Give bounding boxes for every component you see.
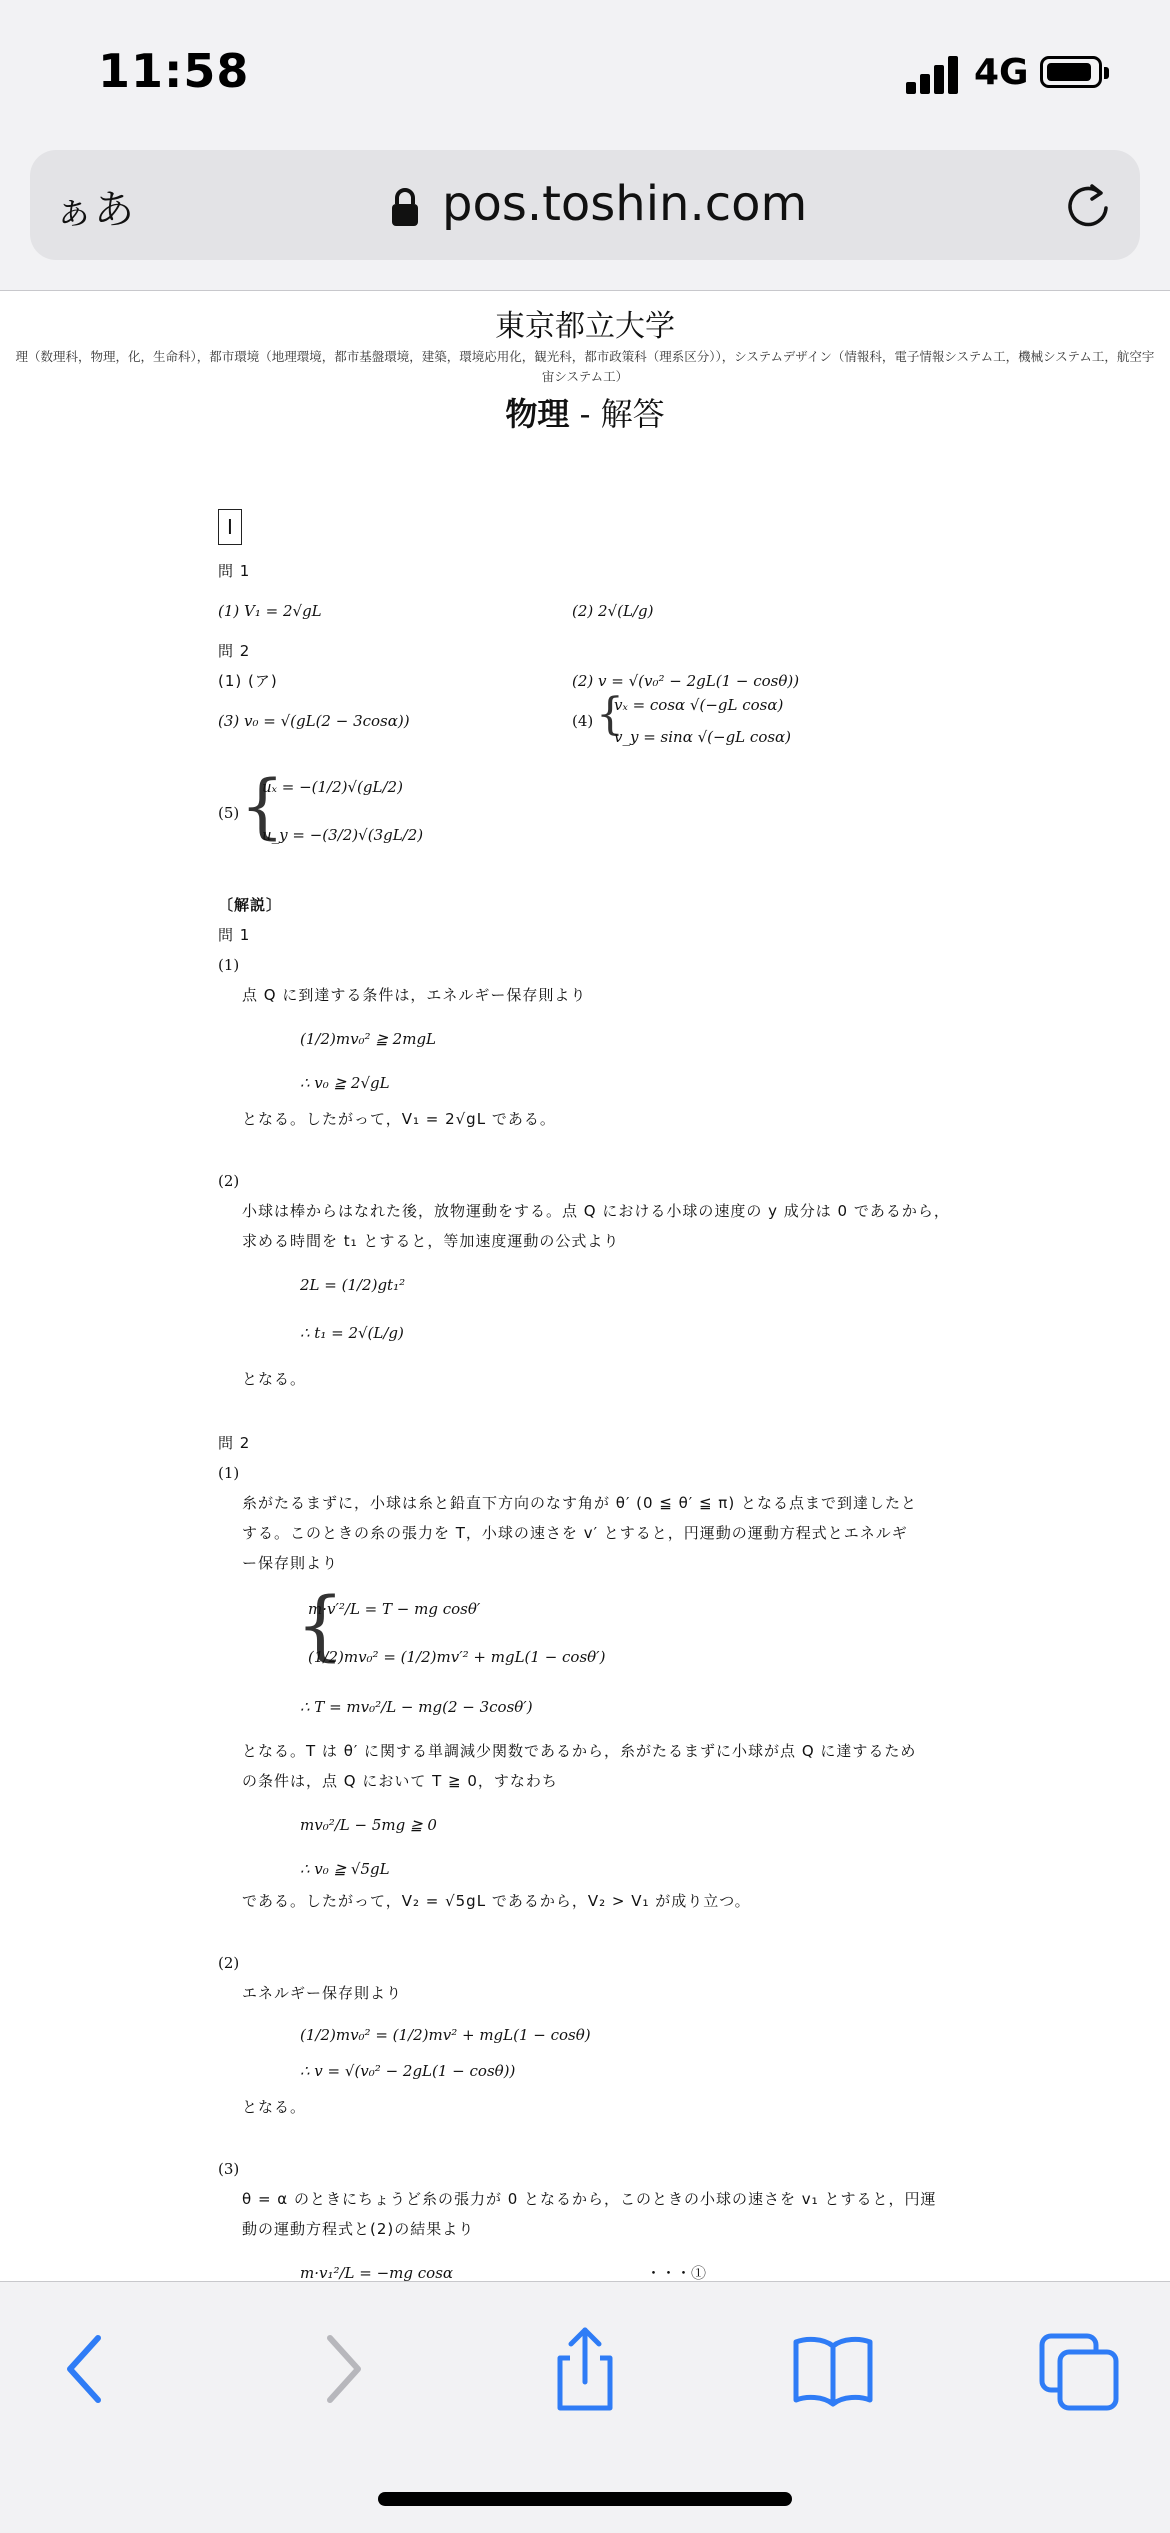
home-indicator[interactable]: [378, 2492, 792, 2506]
explain-q2-3-label: (3): [218, 2160, 240, 2178]
answer-q2-2: (2) v = √(v₀² − 2gL(1 − cosθ)): [572, 672, 800, 690]
explain-q2-1-text1: 糸がたるまずに，小球は糸と鉛直下方向のなす角が θ′ (0 ≦ θ′ ≦ π) となる点まで到達したと: [242, 1494, 917, 1512]
explain-q1-2-text2: 求める時間を t₁ とすると，等加速度運動の公式より: [242, 1232, 620, 1250]
address-bar[interactable]: [30, 150, 1140, 260]
brace-q2-4: {: [596, 689, 624, 740]
explain-q2-2-text1: エネルギー保存則より: [242, 1984, 403, 2002]
bookmarks-icon[interactable]: [788, 2324, 878, 2414]
explain-q1-2-text1: 小球は棒からはなれた後，放物運動をする。点 Q における小球の速度の y 成分は 0 であるから，: [242, 1202, 950, 1220]
answer-q2-5-label: (5): [218, 804, 240, 822]
explain-q1-2-text3: となる。: [242, 1370, 307, 1388]
reader-aa-button[interactable]: ぁあ: [54, 187, 134, 233]
heading-q2: 問 2: [218, 642, 251, 660]
reload-icon[interactable]: [1062, 180, 1114, 232]
browser-toolbar: [0, 2281, 1170, 2533]
answer-q2-3: (3) v₀ = √(gL(2 − 3cosα)): [218, 712, 410, 730]
explain-q2-1-eq3: ∴ T = mv₀²/L − mg(2 − 3cosθ′): [300, 1698, 533, 1716]
back-icon[interactable]: [42, 2324, 132, 2414]
explain-q2-1-text2: する。このときの糸の張力を T，小球の速さを v′ とすると，円運動の運動方程式とエネルギ: [242, 1524, 908, 1542]
explain-q2-3-text2: 動の運動方程式と(2)の結果より: [242, 2220, 475, 2238]
signal-icon: [906, 54, 960, 94]
explain-q2-3-text1: θ = α のときにちょうど糸の張力が 0 となるから，このときの小球の速さを v₁ とすると，円運: [242, 2190, 937, 2208]
explain-q2-3-eq1-tag: ・・・①: [646, 2264, 707, 2281]
subject-title: [0, 389, 1170, 435]
answer-q2-4-label: (4): [572, 712, 594, 730]
explain-q1-2-eq1: 2L = (1/2)gt₁²: [300, 1276, 406, 1294]
brace-q2-1: {: [296, 1580, 345, 1669]
network-type: 4G: [974, 52, 1029, 93]
answer-q1-2: (2) 2√(L/g): [572, 602, 654, 620]
document-page[interactable]: [0, 291, 1170, 2281]
explain-q2-1-eq5: ∴ v₀ ≧ √5gL: [300, 1860, 390, 1878]
status-bar: [0, 0, 1170, 140]
subject-name: 物理: [505, 395, 570, 433]
explain-heading-q1: 問 1: [218, 926, 251, 944]
explain-q1-2-label: (2): [218, 1172, 240, 1190]
answer-q2-5a: uₓ = −(1/2)√(gL/2): [262, 778, 403, 796]
explain-q2-1-eq2: (1/2)mv₀² = (1/2)mv′² + mgL(1 − cosθ′): [308, 1648, 606, 1666]
answer-q1-1: (1) V₁ = 2√gL: [218, 602, 322, 620]
explain-q1-2-eq2: ∴ t₁ = 2√(L/g): [300, 1324, 404, 1342]
clock: 11:58: [98, 44, 250, 98]
explain-q2-2-eq1: (1/2)mv₀² = (1/2)mv² + mgL(1 − cosθ): [300, 2026, 591, 2044]
explain-q2-1-label: (1): [218, 1464, 240, 1482]
explain-q1-1-eq1: (1/2)mv₀² ≧ 2mgL: [300, 1030, 437, 1048]
share-icon[interactable]: [540, 2324, 630, 2414]
explain-q1-1-eq2: ∴ v₀ ≧ 2√gL: [300, 1074, 390, 1092]
answer-q2-5b: u_y = −(3/2)√(3gL/2): [262, 826, 424, 844]
section-marker: I: [218, 509, 242, 545]
forward-icon[interactable]: [296, 2324, 386, 2414]
explain-q2-2-eq2: ∴ v = √(v₀² − 2gL(1 − cosθ)): [300, 2062, 516, 2080]
answer-q2-4a: vₓ = cosα √(−gL cosα): [614, 696, 784, 714]
answer-q2-4b: v_y = sinα √(−gL cosα): [614, 728, 792, 746]
subject-suffix: - 解答: [569, 395, 665, 433]
heading-explanation: 〔解説〕: [218, 896, 283, 914]
university-title: 東京都立大学: [495, 309, 675, 344]
explain-q2-1-text4: となる。T は θ′ に関する単調減少関数であるから，糸がたるまずに小球が点 Q に達するため: [242, 1742, 917, 1760]
explain-heading-q2: 問 2: [218, 1434, 251, 1452]
explain-q2-1-text5: の条件は，点 Q において T ≧ 0，すなわち: [242, 1772, 558, 1790]
answer-q2-1: (1) (ア): [218, 672, 278, 690]
tabs-icon[interactable]: [1034, 2324, 1124, 2414]
brace-q2-5: {: [240, 765, 285, 847]
explain-q2-1-text6: である。したがって，V₂ = √5gL であるから，V₂ > V₁ が成り立つ。: [242, 1892, 751, 1910]
explain-q2-2-text2: となる。: [242, 2098, 307, 2116]
explain-q2-1-eq1: m·v′²/L = T − mg cosθ′: [308, 1600, 481, 1618]
explain-q2-2-label: (2): [218, 1954, 240, 1972]
explain-q1-1-text: 点 Q に到達する条件は，エネルギー保存則より: [242, 986, 587, 1004]
url-domain[interactable]: pos.toshin.com: [442, 176, 808, 232]
heading-q1: 問 1: [218, 562, 251, 580]
department-list: 理（数理科，物理，化，生命科），都市環境（地理環境，都市基盤環境，建築，環境応用化，観光科，都市政策科（理系区分）），システムデザイン（情報科，電子情報システム工，機械システム工，航空宇宙システム工）: [15, 349, 1155, 384]
explain-q1-1-label: (1): [218, 956, 240, 974]
lock-icon: [390, 186, 420, 228]
explain-q1-1-conclusion: となる。したがって，V₁ = 2√gL である。: [242, 1110, 556, 1128]
explain-q2-1-text3: ー保存則より: [242, 1554, 339, 1572]
battery-icon: [1040, 56, 1102, 88]
explain-q2-1-eq4: mv₀²/L − 5mg ≧ 0: [300, 1816, 437, 1834]
explain-q2-3-eq1: m·v₁²/L = −mg cosα: [300, 2264, 454, 2281]
